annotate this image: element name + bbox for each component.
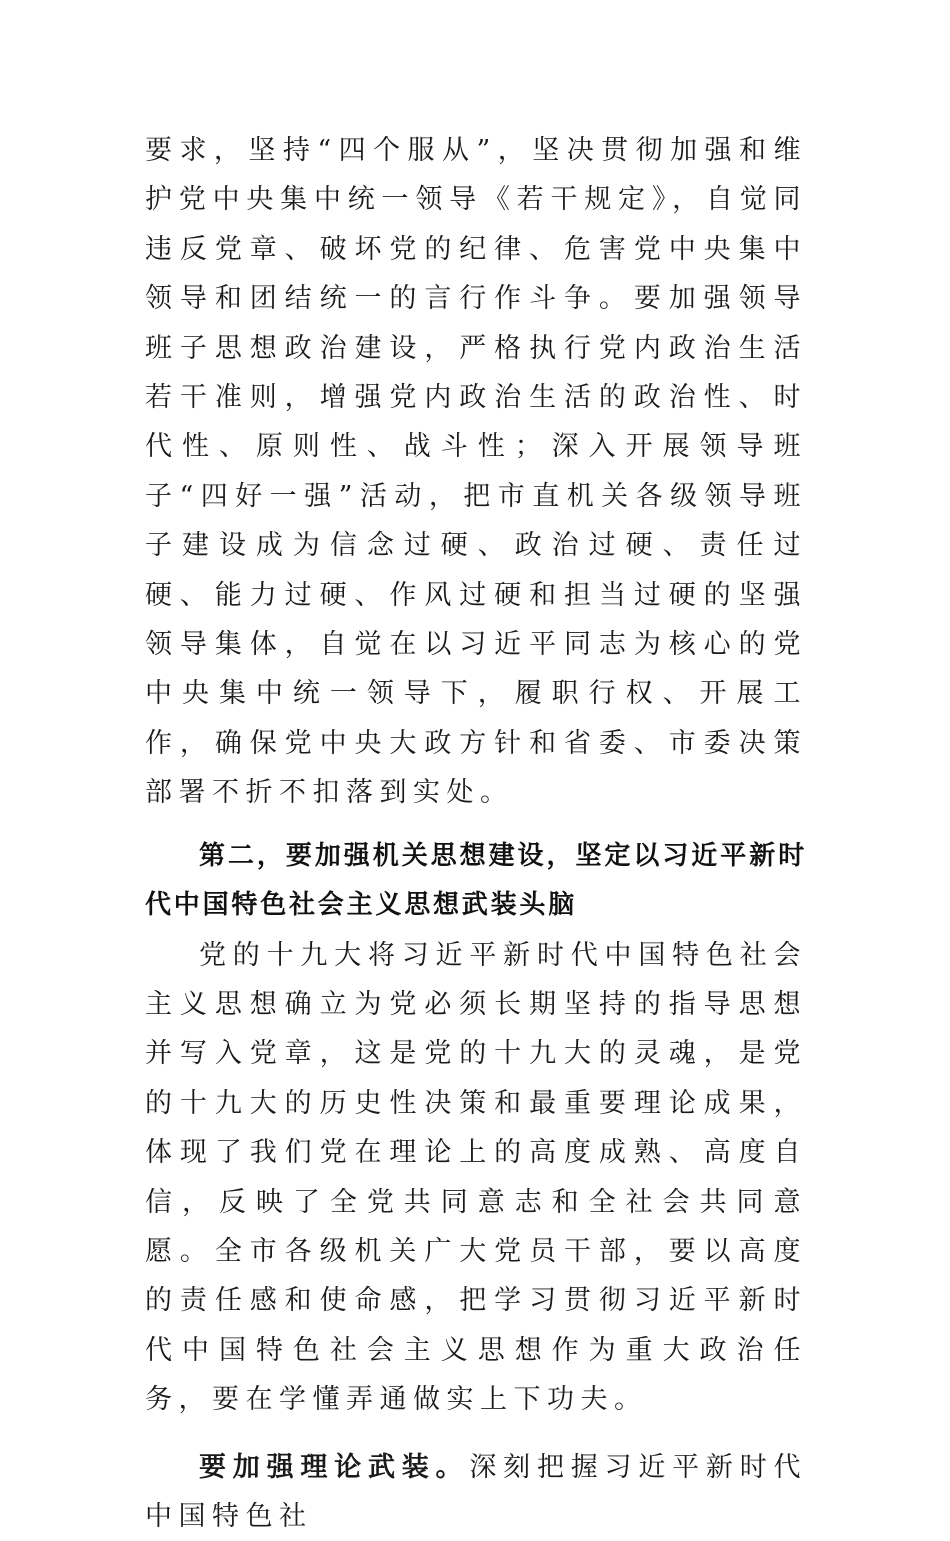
document-body xyxy=(145,126,807,1541)
paragraph-continued: 要求，坚持“四个服从”，坚决贯彻加强和维护党中央集中统一领导《若干规定》，自觉同违反党章、破坏党的纪律、危害党中央集中领导和团结统一的言行作斗争。要加强领导班子思想政治建设，严格执行党内政治生活若干准则，增强党内政治生活的政治性、时代性、原则性、战斗性；深入开展领导班子“四好一强”活动，把市直机关各级领导班子建设成为信念过硬、政治过硬、责任过硬、能力过硬、作风过硬和担当过硬的坚强领导集体，自觉在以习近平同志为核心的党中央集中统一领导下，履职行权、开展工作，确保党中央大政方针和省委、市委决策部署不折不扣落到实处。 xyxy=(145,135,807,809)
section-heading: 第二，要加强机关思想建设，坚定以习近平新时代中国特色社会主义思想武装头脑 xyxy=(145,840,807,921)
paragraph-theory xyxy=(145,1443,807,1541)
paragraph-lead-phrase: 要加强理论武装。 xyxy=(199,1451,470,1483)
paragraph-ideology: 党的十九大将习近平新时代中国特色社会主义思想确立为党必须长期坚持的指导思想并写入党章，这是党的十九大的灵魂，是党的十九大的历史性决策和最重要理论成果，体现了我们党在理论上的高度成熟、高度自信，反映了全党共同意志和全社会共同意愿。全市各级机关广大党员干部，要以高度的责任感和使命感，把学习贯彻习近平新时代中国特色社会主义思想作为重大政治任务，要在学懂弄通做实上下功夫。 xyxy=(145,939,807,1416)
paragraph-text: 深刻把握习近平新时代中国特色社 xyxy=(145,1451,808,1532)
